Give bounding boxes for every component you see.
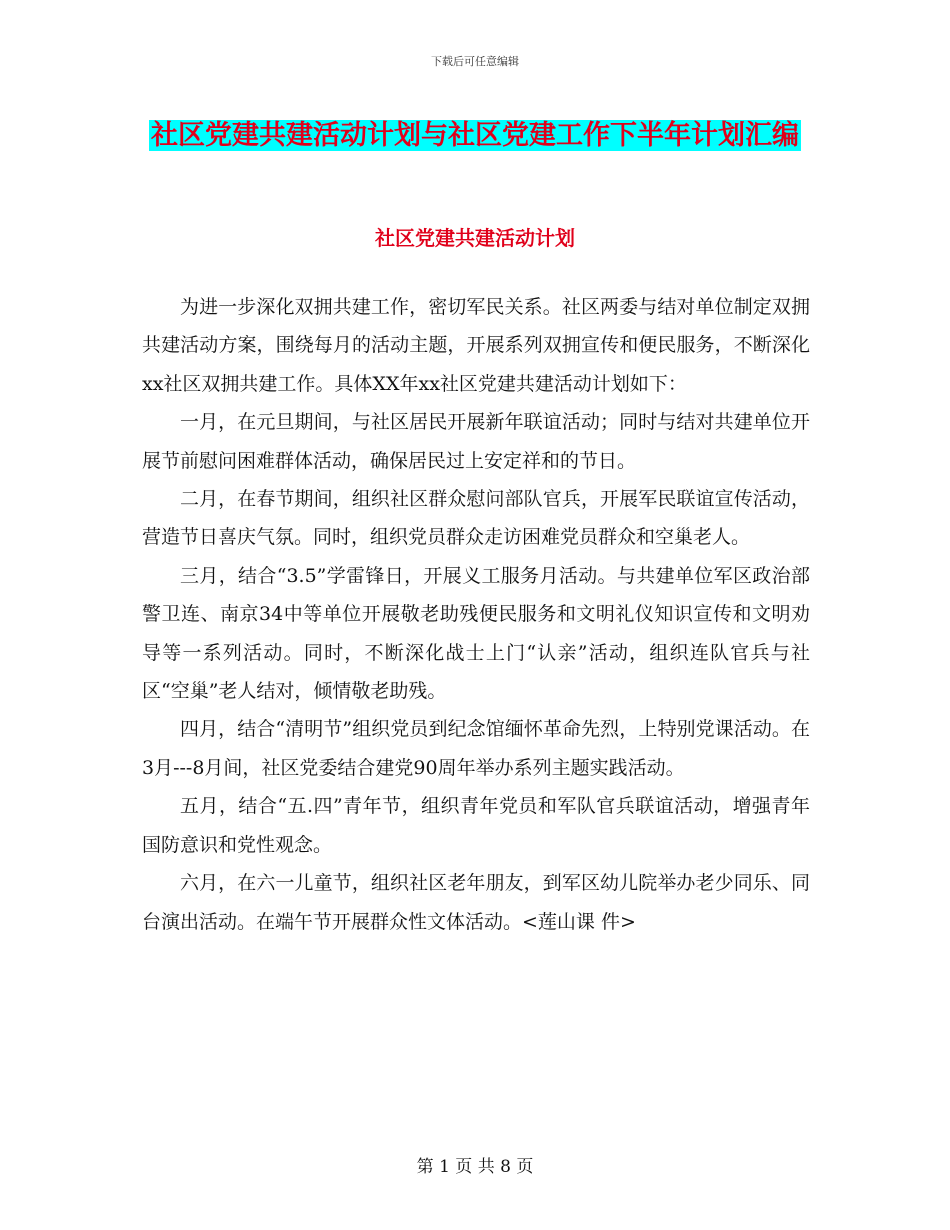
document-title [140,110,810,162]
document-title-text: 社区党建共建活动计划与社区党建工作下半年计划汇编 [151,120,799,151]
page-footer: 第 1 页 共 8 页 [416,1157,534,1177]
paragraph-january: 一月，在元旦期间，与社区居民开展新年联谊活动；同时与结对共建单位开展节前慰问困难群体活动，确保居民过上安定祥和的节日。 [142,411,810,472]
paragraph-may: 五月，结合“五.四”青年节，组织青年党员和军队官兵联谊活动，增强青年国防意识和党性观念。 [142,795,810,856]
header-note: 下载后可任意编辑 [431,55,519,68]
section-title: 社区党建共建活动计划 [375,226,575,250]
paragraph-april: 四月，结合“清明节”组织党员到纪念馆缅怀革命先烈，上特别党课活动。在3月---8月间，社区党委结合建党90周年举办系列主题实践活动。 [142,718,810,779]
document-body [142,288,810,941]
paragraph-june: 六月，在六一儿童节，组织社区老年朋友，到军区幼儿院举办老少同乐、同台演出活动。在端午节开展群众性文体活动。<莲山课 件> [142,872,810,933]
paragraph-march: 三月，结合“3.5”学雷锋日，开展义工服务月活动。与共建单位军区政治部警卫连、南京34中等单位开展敬老助残便民服务和文明礼仪知识宣传和文明劝导等一系列活动。同时，不断深化战士上门“认亲”活动，组织连队官兵与社区“空巢”老人结对，倾情敬老助残。 [142,564,810,703]
paragraph-intro: 为进一步深化双拥共建工作，密切军民关系。社区两委与结对单位制定双拥共建活动方案，围绕每月的活动主题，开展系列双拥宣传和便民服务，不断深化xx社区双拥共建工作。具体XX年xx社区党建共建活动计划如下： [142,296,810,395]
paragraph-february: 二月，在春节期间，组织社区群众慰问部队官兵，开展军民联谊宣传活动，营造节日喜庆气氛。同时，组织党员群众走访困难党员群众和空巢老人。 [142,488,810,549]
